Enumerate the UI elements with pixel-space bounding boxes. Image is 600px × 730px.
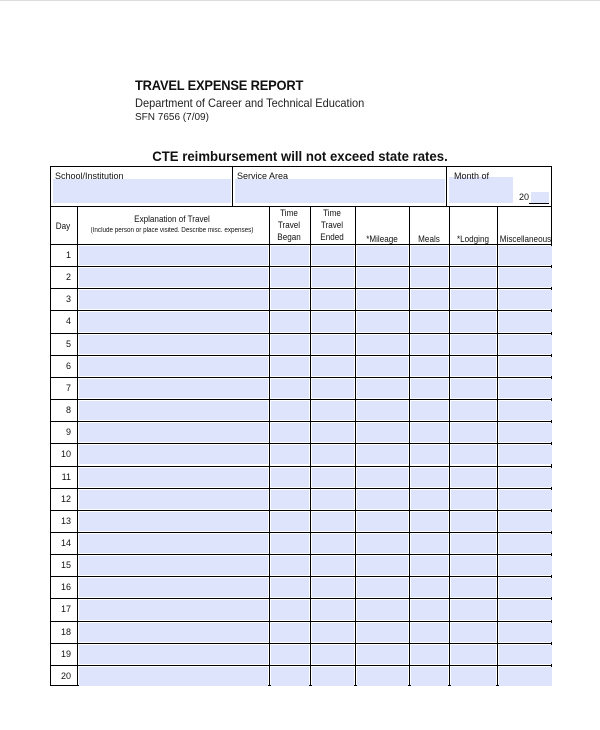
day-number: 13 xyxy=(60,515,71,526)
reimbursement-notice: CTE reimbursement will not exceed state rates. xyxy=(152,148,448,164)
row-divider xyxy=(51,532,551,533)
expense-cell-input[interactable] xyxy=(451,578,496,597)
expense-cell-input[interactable] xyxy=(499,357,552,376)
expense-cell-input[interactable] xyxy=(357,490,408,509)
day-number: 9 xyxy=(65,427,71,438)
expense-cell-input[interactable] xyxy=(312,445,354,464)
expense-cell-input[interactable] xyxy=(79,246,268,265)
day-number: 1 xyxy=(65,250,71,260)
expense-cell-input[interactable] xyxy=(411,335,448,354)
expense-cell-input[interactable] xyxy=(79,401,268,420)
expense-cell-input[interactable] xyxy=(79,445,268,464)
expense-cell-input[interactable] xyxy=(499,246,552,265)
expense-cell-input[interactable] xyxy=(499,556,552,575)
expense-cell-input[interactable] xyxy=(79,578,268,597)
day-number: 14 xyxy=(60,537,71,548)
col-time-began-line2: Travel xyxy=(277,220,301,230)
expense-cell-input[interactable] xyxy=(312,357,354,376)
expense-cell-input[interactable] xyxy=(79,556,268,575)
expense-cell-input[interactable] xyxy=(451,645,496,664)
expense-cell-input[interactable] xyxy=(499,623,552,642)
school-label: School/Institution xyxy=(55,171,124,181)
expense-cell-input[interactable] xyxy=(499,534,552,553)
expense-cell-input[interactable] xyxy=(79,357,268,376)
expense-cell-input[interactable] xyxy=(411,645,448,664)
col-time-began xyxy=(271,207,307,243)
expense-cell-input[interactable] xyxy=(271,667,309,686)
expense-cell-input[interactable] xyxy=(411,357,448,376)
expense-cell-input[interactable] xyxy=(499,490,552,509)
month-label: Month of xyxy=(454,171,490,181)
expense-cell-input[interactable] xyxy=(451,534,496,553)
expense-cell-input[interactable] xyxy=(271,578,309,597)
column-divider xyxy=(497,206,498,685)
expense-cell-input[interactable] xyxy=(312,468,354,487)
expense-cell-input[interactable] xyxy=(271,246,309,265)
expense-cell-input[interactable] xyxy=(451,512,496,531)
expense-cell-input[interactable] xyxy=(79,290,268,309)
expense-cell-input[interactable] xyxy=(411,578,448,597)
expense-cell-input[interactable] xyxy=(499,645,552,664)
expense-cell-input[interactable] xyxy=(411,423,448,442)
expense-cell-input[interactable] xyxy=(357,379,408,398)
row-divider xyxy=(51,598,551,599)
expense-cell-input[interactable] xyxy=(271,445,309,464)
row-divider xyxy=(51,266,551,267)
expense-cell-input[interactable] xyxy=(312,600,354,619)
expense-cell-input[interactable] xyxy=(451,401,496,420)
col-lodging: *Lodging xyxy=(456,234,489,244)
col-mileage: *Mileage xyxy=(366,234,398,244)
expense-cell-input[interactable] xyxy=(79,600,268,619)
expense-cell-input[interactable] xyxy=(312,401,354,420)
expense-cell-input[interactable] xyxy=(357,578,408,597)
col-time-ended-line2: Travel xyxy=(320,220,344,230)
expense-cell-input[interactable] xyxy=(357,623,408,642)
column-divider xyxy=(449,206,450,685)
row-divider xyxy=(51,333,551,334)
expense-cell-input[interactable] xyxy=(411,312,448,331)
expense-cell-input[interactable] xyxy=(451,268,496,287)
col-miscellaneous: Miscellaneous xyxy=(499,234,552,244)
year-input[interactable] xyxy=(531,192,549,203)
expense-cell-input[interactable] xyxy=(499,290,552,309)
row-divider xyxy=(51,288,551,289)
expense-cell-input[interactable] xyxy=(271,623,309,642)
expense-cell-input[interactable] xyxy=(499,667,552,686)
col-time-began-line3: Began xyxy=(277,232,301,242)
day-number: 10 xyxy=(60,449,71,460)
expense-cell-input[interactable] xyxy=(79,379,268,398)
expense-cell-input[interactable] xyxy=(79,490,268,509)
expense-cell-input[interactable] xyxy=(451,312,496,331)
expense-cell-input[interactable] xyxy=(79,268,268,287)
expense-cell-input[interactable] xyxy=(312,312,354,331)
row-divider xyxy=(51,355,551,356)
year-underline xyxy=(529,203,549,204)
service-area-label: Service Area xyxy=(237,171,289,181)
expense-cell-input[interactable] xyxy=(271,534,309,553)
expense-cell-input[interactable] xyxy=(357,290,408,309)
expense-cell-input[interactable] xyxy=(357,512,408,531)
row-divider xyxy=(51,576,551,577)
expense-cell-input[interactable] xyxy=(411,623,448,642)
expense-cell-input[interactable] xyxy=(499,468,552,487)
expense-cell-input[interactable] xyxy=(357,445,408,464)
expense-cell-input[interactable] xyxy=(499,268,552,287)
expense-cell-input[interactable] xyxy=(451,556,496,575)
expense-cell-input[interactable] xyxy=(499,512,552,531)
expense-cell-input[interactable] xyxy=(411,268,448,287)
expense-cell-input[interactable] xyxy=(499,578,552,597)
day-number: 15 xyxy=(60,560,71,571)
column-divider xyxy=(409,206,410,685)
expense-cell-input[interactable] xyxy=(451,623,496,642)
expense-cell-input[interactable] xyxy=(411,556,448,575)
expense-cell-input[interactable] xyxy=(411,512,448,531)
service-area-input[interactable] xyxy=(235,179,445,203)
divider xyxy=(232,167,233,206)
expense-cell-input[interactable] xyxy=(312,290,354,309)
expense-cell-input[interactable] xyxy=(499,401,552,420)
expense-cell-input[interactable] xyxy=(271,512,309,531)
expense-cell-input[interactable] xyxy=(357,468,408,487)
expense-cell-input[interactable] xyxy=(79,468,268,487)
expense-cell-input[interactable] xyxy=(312,335,354,354)
col-time-ended xyxy=(312,207,352,243)
divider xyxy=(446,167,447,206)
expense-cell-input[interactable] xyxy=(451,423,496,442)
expense-cell-input[interactable] xyxy=(411,290,448,309)
row-divider xyxy=(51,488,551,489)
row-divider xyxy=(51,510,551,511)
expense-cell-input[interactable] xyxy=(357,667,408,686)
col-meals: Meals xyxy=(418,234,440,244)
expense-cell-input[interactable] xyxy=(451,600,496,619)
row-divider xyxy=(51,399,551,400)
expense-cell-input[interactable] xyxy=(451,667,496,686)
row-divider xyxy=(51,554,551,555)
expense-cell-input[interactable] xyxy=(411,667,448,686)
day-number: 20 xyxy=(60,670,71,681)
expense-cell-input[interactable] xyxy=(271,357,309,376)
expense-cell-input[interactable] xyxy=(312,423,354,442)
expense-cell-input[interactable] xyxy=(79,335,268,354)
expense-cell-input[interactable] xyxy=(271,645,309,664)
expense-cell-input[interactable] xyxy=(357,645,408,664)
expense-cell-input[interactable] xyxy=(79,423,268,442)
expense-cell-input[interactable] xyxy=(312,623,354,642)
col-day: Day xyxy=(55,221,71,231)
expense-cell-input[interactable] xyxy=(271,312,309,331)
expense-cell-input[interactable] xyxy=(499,312,552,331)
column-divider xyxy=(77,206,78,685)
expense-cell-input[interactable] xyxy=(79,512,268,531)
day-number: 18 xyxy=(60,626,71,637)
expense-cell-input[interactable] xyxy=(499,335,552,354)
expense-cell-input[interactable] xyxy=(312,512,354,531)
expense-cell-input[interactable] xyxy=(312,268,354,287)
expense-cell-input[interactable] xyxy=(499,423,552,442)
expense-cell-input[interactable] xyxy=(271,268,309,287)
expense-cell-input[interactable] xyxy=(411,379,448,398)
school-input[interactable] xyxy=(53,179,231,203)
expense-cell-input[interactable] xyxy=(411,600,448,619)
expense-cell-input[interactable] xyxy=(357,246,408,265)
expense-cell-input[interactable] xyxy=(451,490,496,509)
year-prefix: 20 xyxy=(519,192,530,202)
form-number: SFN 7656 (7/09) xyxy=(135,112,209,123)
day-number: 4 xyxy=(65,316,71,327)
expense-cell-input[interactable] xyxy=(312,578,354,597)
department-name: Department of Career and Technical Education xyxy=(135,96,365,110)
expense-cell-input[interactable] xyxy=(357,401,408,420)
expense-cell-input[interactable] xyxy=(271,490,309,509)
day-number: 19 xyxy=(60,648,71,659)
expense-cell-input[interactable] xyxy=(271,423,309,442)
expense-cell-input[interactable] xyxy=(499,600,552,619)
expense-cell-input[interactable] xyxy=(271,401,309,420)
expense-cell-input[interactable] xyxy=(271,600,309,619)
day-number: 3 xyxy=(65,294,71,305)
expense-cell-input[interactable] xyxy=(357,268,408,287)
row-divider xyxy=(51,621,551,622)
row-divider xyxy=(51,443,551,444)
day-number: 8 xyxy=(65,405,71,416)
expense-cell-input[interactable] xyxy=(357,534,408,553)
row-divider xyxy=(51,665,551,666)
column-divider xyxy=(269,206,270,685)
expense-cell-input[interactable] xyxy=(357,600,408,619)
row-divider xyxy=(51,421,551,422)
row-divider xyxy=(51,377,551,378)
day-number: 7 xyxy=(65,382,71,393)
day-number: 5 xyxy=(65,338,71,349)
expense-cell-input[interactable] xyxy=(271,335,309,354)
expense-cell-input[interactable] xyxy=(411,401,448,420)
expense-cell-input[interactable] xyxy=(451,290,496,309)
day-number: 17 xyxy=(60,604,71,615)
row-divider xyxy=(51,310,551,311)
column-divider xyxy=(310,206,311,685)
expense-cell-input[interactable] xyxy=(271,290,309,309)
expense-cell-input[interactable] xyxy=(357,423,408,442)
expense-cell-input[interactable] xyxy=(357,357,408,376)
col-time-ended-line3: Ended xyxy=(320,232,344,242)
expense-cell-input[interactable] xyxy=(79,623,268,642)
expense-form xyxy=(50,166,552,686)
expense-cell-input[interactable] xyxy=(79,645,268,664)
day-number: 2 xyxy=(65,272,71,283)
expense-cell-input[interactable] xyxy=(499,379,552,398)
expense-cell-input[interactable] xyxy=(451,379,496,398)
day-number: 12 xyxy=(60,493,71,504)
expense-cell-input[interactable] xyxy=(312,490,354,509)
expense-cell-input[interactable] xyxy=(271,379,309,398)
expense-cell-input[interactable] xyxy=(411,246,448,265)
expense-cell-input[interactable] xyxy=(271,468,309,487)
expense-cell-input[interactable] xyxy=(357,312,408,331)
expense-cell-input[interactable] xyxy=(312,379,354,398)
expense-cell-input[interactable] xyxy=(411,468,448,487)
expense-cell-input[interactable] xyxy=(312,534,354,553)
expense-cell-input[interactable] xyxy=(312,246,354,265)
header-divider xyxy=(51,244,551,245)
report-title: TRAVEL EXPENSE REPORT xyxy=(135,77,304,93)
col-time-ended-line1: Time xyxy=(323,208,341,218)
expense-cell-input[interactable] xyxy=(499,445,552,464)
expense-cell-input[interactable] xyxy=(79,667,268,686)
expense-cell-input[interactable] xyxy=(79,534,268,553)
expense-cell-input[interactable] xyxy=(357,556,408,575)
expense-cell-input[interactable] xyxy=(451,445,496,464)
expense-cell-input[interactable] xyxy=(312,667,354,686)
expense-cell-input[interactable] xyxy=(411,490,448,509)
day-number: 16 xyxy=(60,582,71,593)
expense-cell-input[interactable] xyxy=(451,357,496,376)
expense-cell-input[interactable] xyxy=(312,645,354,664)
col-time-began-line1: Time xyxy=(280,208,298,218)
col-explanation-sub: (Include person or place visited. Describe misc. expenses) xyxy=(90,227,254,234)
row-divider xyxy=(51,466,551,467)
expense-cell-input[interactable] xyxy=(451,468,496,487)
expense-cell-input[interactable] xyxy=(357,335,408,354)
expense-cell-input[interactable] xyxy=(271,556,309,575)
expense-cell-input[interactable] xyxy=(451,335,496,354)
col-explanation: Explanation of Travel xyxy=(134,214,210,224)
expense-cell-input[interactable] xyxy=(411,534,448,553)
expense-cell-input[interactable] xyxy=(411,445,448,464)
day-number: 11 xyxy=(61,471,71,482)
day-number: 6 xyxy=(65,360,71,371)
column-divider xyxy=(355,206,356,685)
row-divider xyxy=(51,643,551,644)
expense-cell-input[interactable] xyxy=(79,312,268,331)
expense-cell-input[interactable] xyxy=(312,556,354,575)
expense-cell-input[interactable] xyxy=(451,246,496,265)
